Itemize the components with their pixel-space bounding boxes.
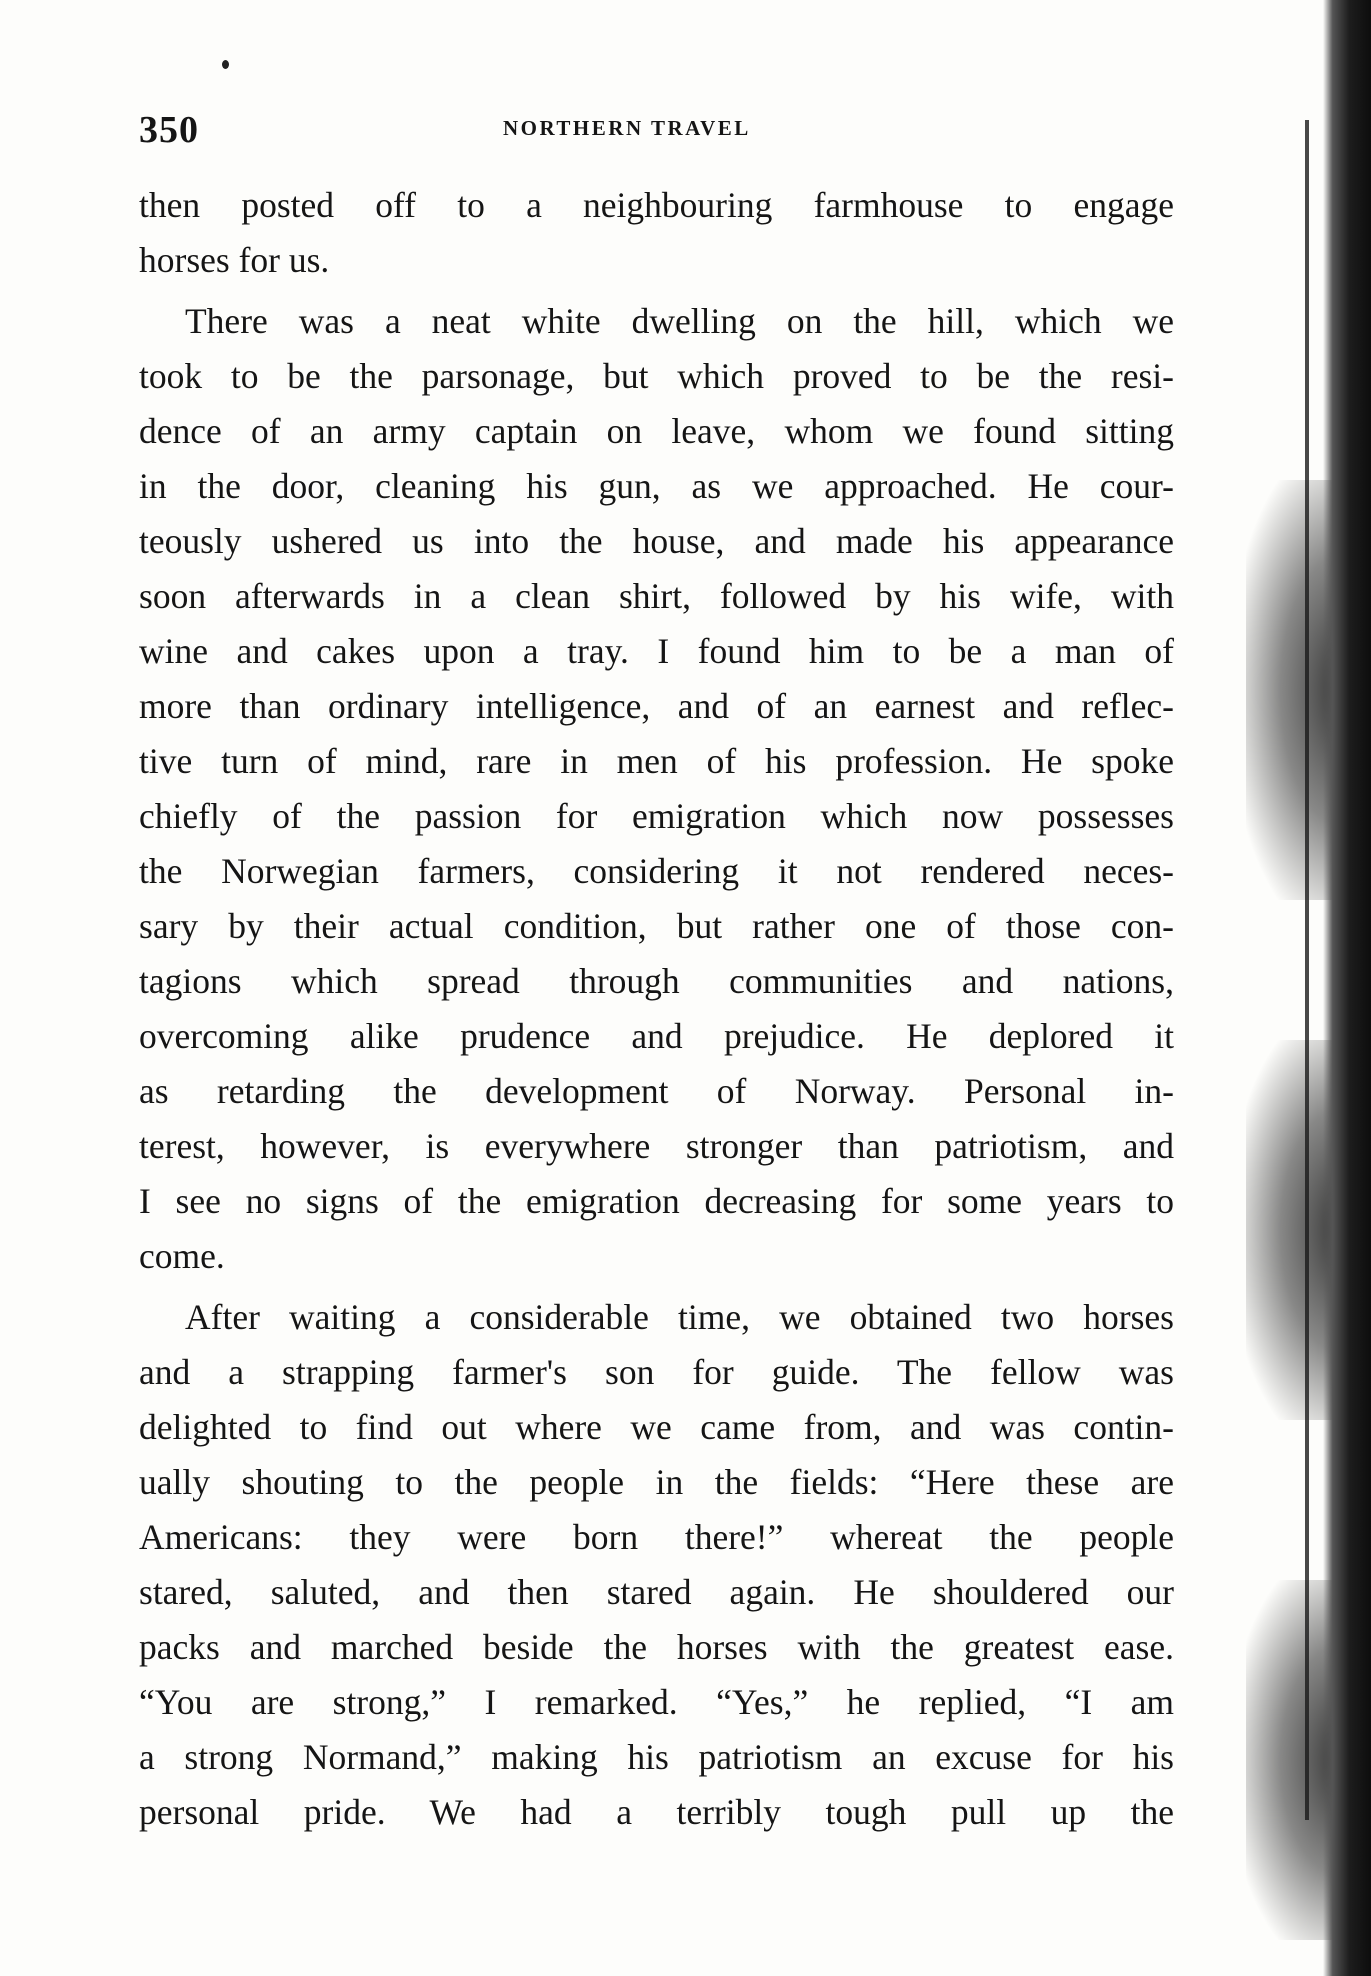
text-line: horses for us. [139,240,330,280]
text-line: come. [139,1236,225,1276]
running-head: NORTHERN TRAVEL [503,116,751,140]
text-line: chiefly of the passion for emigration which now possesses [139,796,1174,836]
text-line: overcoming alike prudence and prejudice. He deplored it [139,1016,1174,1056]
text-line: terest, however, is everywhere stronger than patriotism, and [139,1126,1174,1166]
book-spine-shadow [1231,0,1371,1976]
ink-speck [222,60,229,69]
page-edge-line [1305,120,1309,1820]
text-line: “You are strong,” I remarked. “Yes,” he replied, “I am [139,1682,1174,1722]
text-line: dence of an army captain on leave, whom we found sitting [139,411,1174,451]
page-header [139,108,1174,158]
text-line: more than ordinary intelligence, and of an earnest and reflec- [139,686,1174,726]
text-line: delighted to find out where we came from, and was contin- [139,1407,1174,1447]
text-line: wine and cakes upon a tray. I found him to be a man of [139,631,1174,671]
paragraph-3 [139,1290,1174,1840]
text-line: the Norwegian farmers, considering it not rendered neces- [139,851,1174,891]
binding-shadow [1323,0,1371,1976]
text-line: I see no signs of the emigration decreasing for some years to [139,1181,1174,1221]
text-line: and a strapping farmer's son for guide. The fellow was [139,1352,1174,1392]
text-line: stared, saluted, and then stared again. He shouldered our [139,1572,1174,1612]
text-line: took to be the parsonage, but which proved to be the resi- [139,356,1174,396]
text-line: soon afterwards in a clean shirt, followed by his wife, with [139,576,1174,616]
text-line: After waiting a considerable time, we obtained two horses [185,1297,1174,1337]
paragraph-2 [139,294,1174,1284]
text-line: Americans: they were born there!” whereat the people [139,1517,1174,1557]
page-number: 350 [139,109,199,151]
text-line: sary by their actual condition, but rather one of those con- [139,906,1174,946]
text-line: as retarding the development of Norway. Personal in- [139,1071,1174,1111]
text-line: There was a neat white dwelling on the hill, which we [185,301,1174,341]
text-line: teously ushered us into the house, and made his appearance [139,521,1174,561]
text-line: ually shouting to the people in the fields: “Here these are [139,1462,1174,1502]
body-text [139,178,1174,1846]
paragraph-1 [139,178,1174,288]
text-line: packs and marched beside the horses with the greatest ease. [139,1627,1174,1667]
text-line: a strong Normand,” making his patriotism an excuse for his [139,1737,1174,1777]
text-line: in the door, cleaning his gun, as we approached. He cour- [139,466,1174,506]
text-line: tagions which spread through communities and nations, [139,961,1174,1001]
text-line: personal pride. We had a terribly tough pull up the [139,1792,1174,1832]
text-line: then posted off to a neighbouring farmhouse to engage [139,185,1174,225]
text-line: tive turn of mind, rare in men of his profession. He spoke [139,741,1174,781]
